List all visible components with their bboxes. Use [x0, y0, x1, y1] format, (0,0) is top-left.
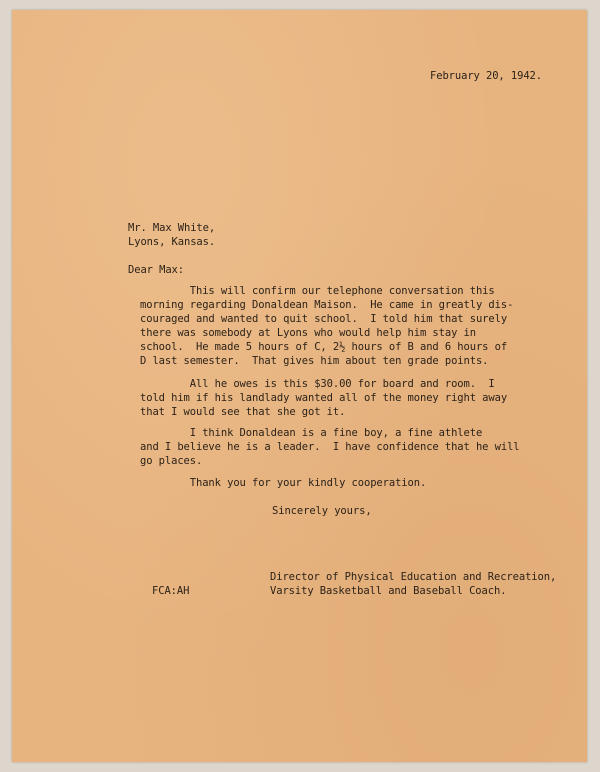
body-line: told him if his landlady wanted all of the money right away	[140, 392, 508, 404]
body-line: This will confirm our telephone conversation this	[140, 285, 495, 297]
body-line: D last semester. That gives him about ten grade points.	[140, 355, 489, 367]
signature-title-line1: Director of Physical Education and Recreation,	[270, 571, 557, 583]
recipient-name: Mr. Max White,	[128, 222, 216, 234]
recipient-location: Lyons, Kansas.	[128, 236, 216, 248]
closing: Sincerely yours,	[272, 505, 372, 517]
body-line: morning regarding Donaldean Maison. He came in greatly dis-	[140, 299, 514, 311]
body-line: that I would see that she got it.	[140, 406, 346, 418]
body-line: All he owes is this $30.00 for board and room. I	[140, 378, 495, 390]
letter-paper	[12, 10, 587, 762]
typist-initials: FCA:AH	[152, 585, 190, 597]
signature-title-line2: Varsity Basketball and Baseball Coach.	[270, 585, 507, 597]
body-line: Thank you for your kindly cooperation.	[140, 477, 427, 489]
body-line: go places.	[140, 455, 203, 467]
salutation: Dear Max:	[128, 264, 184, 276]
body-line: couraged and wanted to quit school. I told him that surely	[140, 313, 508, 325]
body-line: and I believe he is a leader. I have confidence that he will	[140, 441, 520, 453]
letter-date: February 20, 1942.	[430, 70, 542, 82]
body-line: school. He made 5 hours of C, 2½ hours of B and 6 hours of	[140, 341, 508, 353]
body-line: I think Donaldean is a fine boy, a fine athlete	[140, 427, 483, 439]
body-line: there was somebody at Lyons who would help him stay in	[140, 327, 476, 339]
